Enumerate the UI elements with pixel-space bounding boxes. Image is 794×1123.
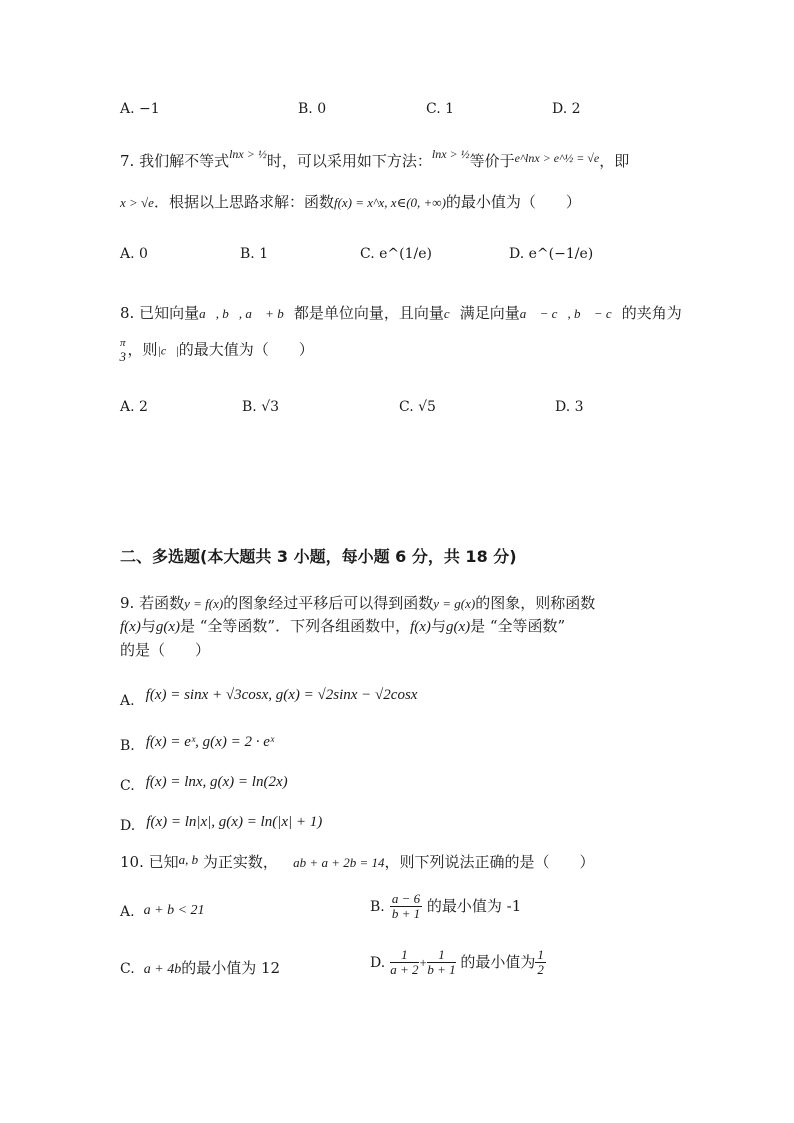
q7-line1 (120, 147, 630, 171)
q10-option-a (120, 899, 205, 919)
q8-abs-c: |c⃗| (157, 343, 179, 358)
fraction-numerator: 1 (390, 948, 418, 963)
q8-text: 都是单位向量，且向量 (293, 304, 444, 322)
q8-vectors: a⃗, b⃗, a⃗ + b⃗ (199, 306, 294, 321)
q9-text: 的图象，则称函数 (475, 594, 596, 612)
q8-option-c: C. √5 (399, 399, 436, 415)
fraction-numerator: 1 (537, 947, 544, 962)
q8-option-b: B. √3 (242, 399, 280, 415)
q9-f: f(x) (410, 619, 431, 635)
q8-text: 8. 已知向量 (120, 304, 200, 322)
q8-text: 满足向量 (459, 304, 520, 322)
q10-equation: ab + a + 2b = 14 (293, 855, 385, 870)
q10-text: ，则下列说法正确的是（ ） (384, 853, 595, 871)
option-label: D. (120, 818, 136, 834)
q10-option-b (370, 892, 521, 921)
q8-text: ，则 (127, 340, 158, 359)
option-expression: a + b < 21 (143, 903, 205, 918)
q9-text: 与 (140, 617, 156, 635)
q8-vector-diffs: a⃗ − c⃗, b⃗ − c⃗ (519, 306, 622, 321)
plus-sign: + (418, 955, 428, 970)
fraction-denominator: 2 (537, 962, 544, 977)
q10-text: 10. 已知 (120, 853, 179, 871)
option-expression: f(x) = lnx, g(x) = ln(2x) (145, 774, 288, 790)
q8-option-d: D. 3 (555, 399, 584, 415)
option-text: 的最小值为 (455, 953, 536, 971)
q9-option-d (120, 811, 323, 834)
q10-line1 (120, 851, 595, 872)
fraction-numerator: 1 (427, 948, 455, 963)
q7-text: 时，可以采用如下方法： (266, 152, 432, 170)
option-expression: a + 4b (143, 962, 182, 977)
option-label: D. (370, 955, 386, 971)
q9-text: 与 (430, 617, 446, 635)
q9-y-g: y = g(x) (433, 596, 476, 611)
q9-g: g(x) (445, 619, 471, 635)
option-expression: f(x) = ln|x|, g(x) = ln(|x| + 1) (146, 814, 323, 830)
q6-option-a: A. −1 (120, 101, 160, 117)
q7-result: x > √e (120, 195, 154, 210)
q9-g: g(x) (155, 619, 180, 635)
q10-text: 为正实数， (198, 853, 278, 871)
q7-function: f(x) = x^x, x∈(0, +∞) (333, 195, 446, 210)
option-fraction (390, 948, 418, 977)
option-fraction (535, 948, 546, 977)
q7-text: 7. 我们解不等式 (120, 152, 230, 170)
q8-angle-den: 3 (119, 349, 126, 364)
q7-inequality-1: lnx > ½ (229, 147, 267, 161)
q9-f: f(x) (120, 619, 141, 635)
option-label: C. (120, 961, 135, 977)
q7-option-d: D. e^(−1/e) (509, 246, 594, 262)
q9-text: 是 “全等函数”．下列各组函数中， (180, 617, 411, 635)
section-title: 二、多选题(本大题共 3 小题，每小题 6 分，共 18 分) (120, 547, 517, 566)
q9-option-b (120, 731, 275, 754)
option-label: B. (370, 899, 385, 915)
q7-option-c: C. e^(1/e) (360, 246, 432, 262)
option-label: A. (120, 904, 135, 920)
q7-inequality-2: lnx > ½ (431, 147, 470, 161)
q10-ab: a, b (178, 852, 199, 867)
option-label: C. (120, 778, 135, 794)
q8-angle-fraction (118, 336, 128, 364)
option-fraction (390, 892, 422, 921)
q7-option-a: A. 0 (120, 246, 148, 262)
option-expression: f(x) = sinx + √3cosx, g(x) = √2sinx − √2cosx (145, 687, 418, 703)
q9-option-a (120, 684, 418, 709)
q8-vector-c: c⃗ (443, 306, 460, 321)
q9-option-c (120, 771, 288, 794)
fraction-numerator: a − 6 (391, 891, 421, 906)
option-text: 的最小值为 12 (181, 959, 281, 977)
option-label: B. (120, 738, 135, 754)
fraction-denominator: b + 1 (427, 962, 456, 977)
q8-angle-num: π (120, 337, 126, 349)
q9-text: 9. 若函数 (120, 594, 185, 612)
q7-line2 (120, 191, 581, 212)
option-label: A. (120, 693, 135, 709)
q6-option-b: B. 0 (298, 101, 327, 117)
q9-y-f: y = f(x) (184, 596, 224, 611)
q9-text: 的图象经过平移后可以得到函数 (223, 594, 434, 612)
q10-option-d (370, 948, 546, 977)
q6-option-d: D. 2 (552, 101, 581, 117)
q9-line3: 的是（ ） (120, 641, 211, 659)
q7-equivalence: e^lnx > e^½ = √e (514, 151, 600, 165)
q8-line2 (118, 336, 314, 364)
q7-text: 等价于 (469, 152, 515, 170)
q8-text: 的夹角为 (621, 304, 682, 322)
q7-text: ．根据以上思路求解：函数 (153, 193, 334, 211)
fraction-denominator: a + 2 (390, 962, 419, 977)
q8-line1 (120, 302, 682, 323)
q9-line2 (120, 615, 565, 636)
q8-option-a: A. 2 (120, 399, 148, 415)
q8-text: 的最大值为（ ） (178, 340, 314, 359)
q9-line1 (120, 592, 595, 613)
fraction-denominator: b + 1 (391, 906, 421, 921)
option-expression: f(x) = eˣ, g(x) = 2 · eˣ (145, 734, 275, 750)
q7-text: 的最小值为（ ） (445, 193, 581, 211)
option-fraction (427, 948, 455, 977)
q7-text: ，即 (599, 152, 630, 170)
q6-option-c: C. 1 (426, 101, 455, 117)
q10-option-c (120, 957, 280, 978)
q7-option-b: B. 1 (240, 246, 269, 262)
option-text: 的最小值为 -1 (422, 897, 522, 915)
q9-text: 是 “全等函数” (470, 617, 566, 635)
